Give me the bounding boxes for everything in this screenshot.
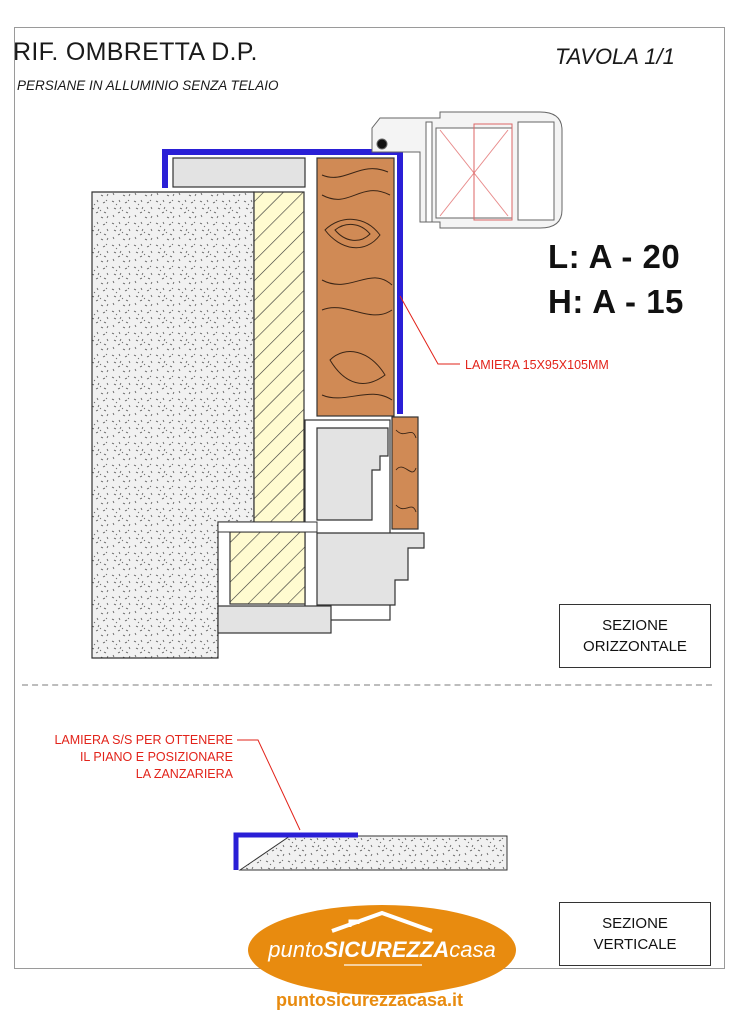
drawing-title: RIF. OMBRETTA D.P. [13,38,258,66]
sill-note [23,732,233,783]
website-link[interactable]: puntosicurezzacasa.it [275,990,464,1010]
width-formula: L: A - 20 [548,238,681,275]
sheet-number: TAVOLA 1/1 [555,44,675,69]
horizontal-section-line-1: SEZIONE [602,617,668,634]
horizontal-section-line-2: ORIZZONTALE [583,638,687,655]
logo-part-2: SICUREZZA [323,937,450,962]
horizontal-section-label [559,604,711,668]
sill-profile [218,606,331,633]
sheet-leader [400,296,460,364]
insulation-layer [254,192,304,522]
sill-note-line-3: LA ZANZARIERA [135,767,233,781]
sill-masonry [240,836,507,870]
logo-wordmark [246,937,518,963]
height-formula: H: A - 15 [548,283,684,320]
vertical-section-label [559,902,711,966]
drawing-subtitle: PERSIANE IN ALLUMINIO SENZA TELAIO [17,78,279,93]
top-profile [173,158,305,187]
logo-part-3: casa [449,937,496,962]
vertical-section-line-1: SEZIONE [602,915,668,932]
sill-note-line-2: IL PIANO E POSIZIONARE [79,750,233,764]
vertical-section-line-2: VERTICALE [593,936,677,953]
sill-leader [237,740,300,830]
sheet-note: LAMIERA 15X95X105MM [465,358,609,372]
brand-logo [246,903,518,997]
lower-insulation [230,532,305,604]
sill-note-line-1: LAMIERA S/S PER OTTENERE [54,733,233,747]
section-divider [22,684,712,686]
logo-part-1: punto [268,937,324,962]
